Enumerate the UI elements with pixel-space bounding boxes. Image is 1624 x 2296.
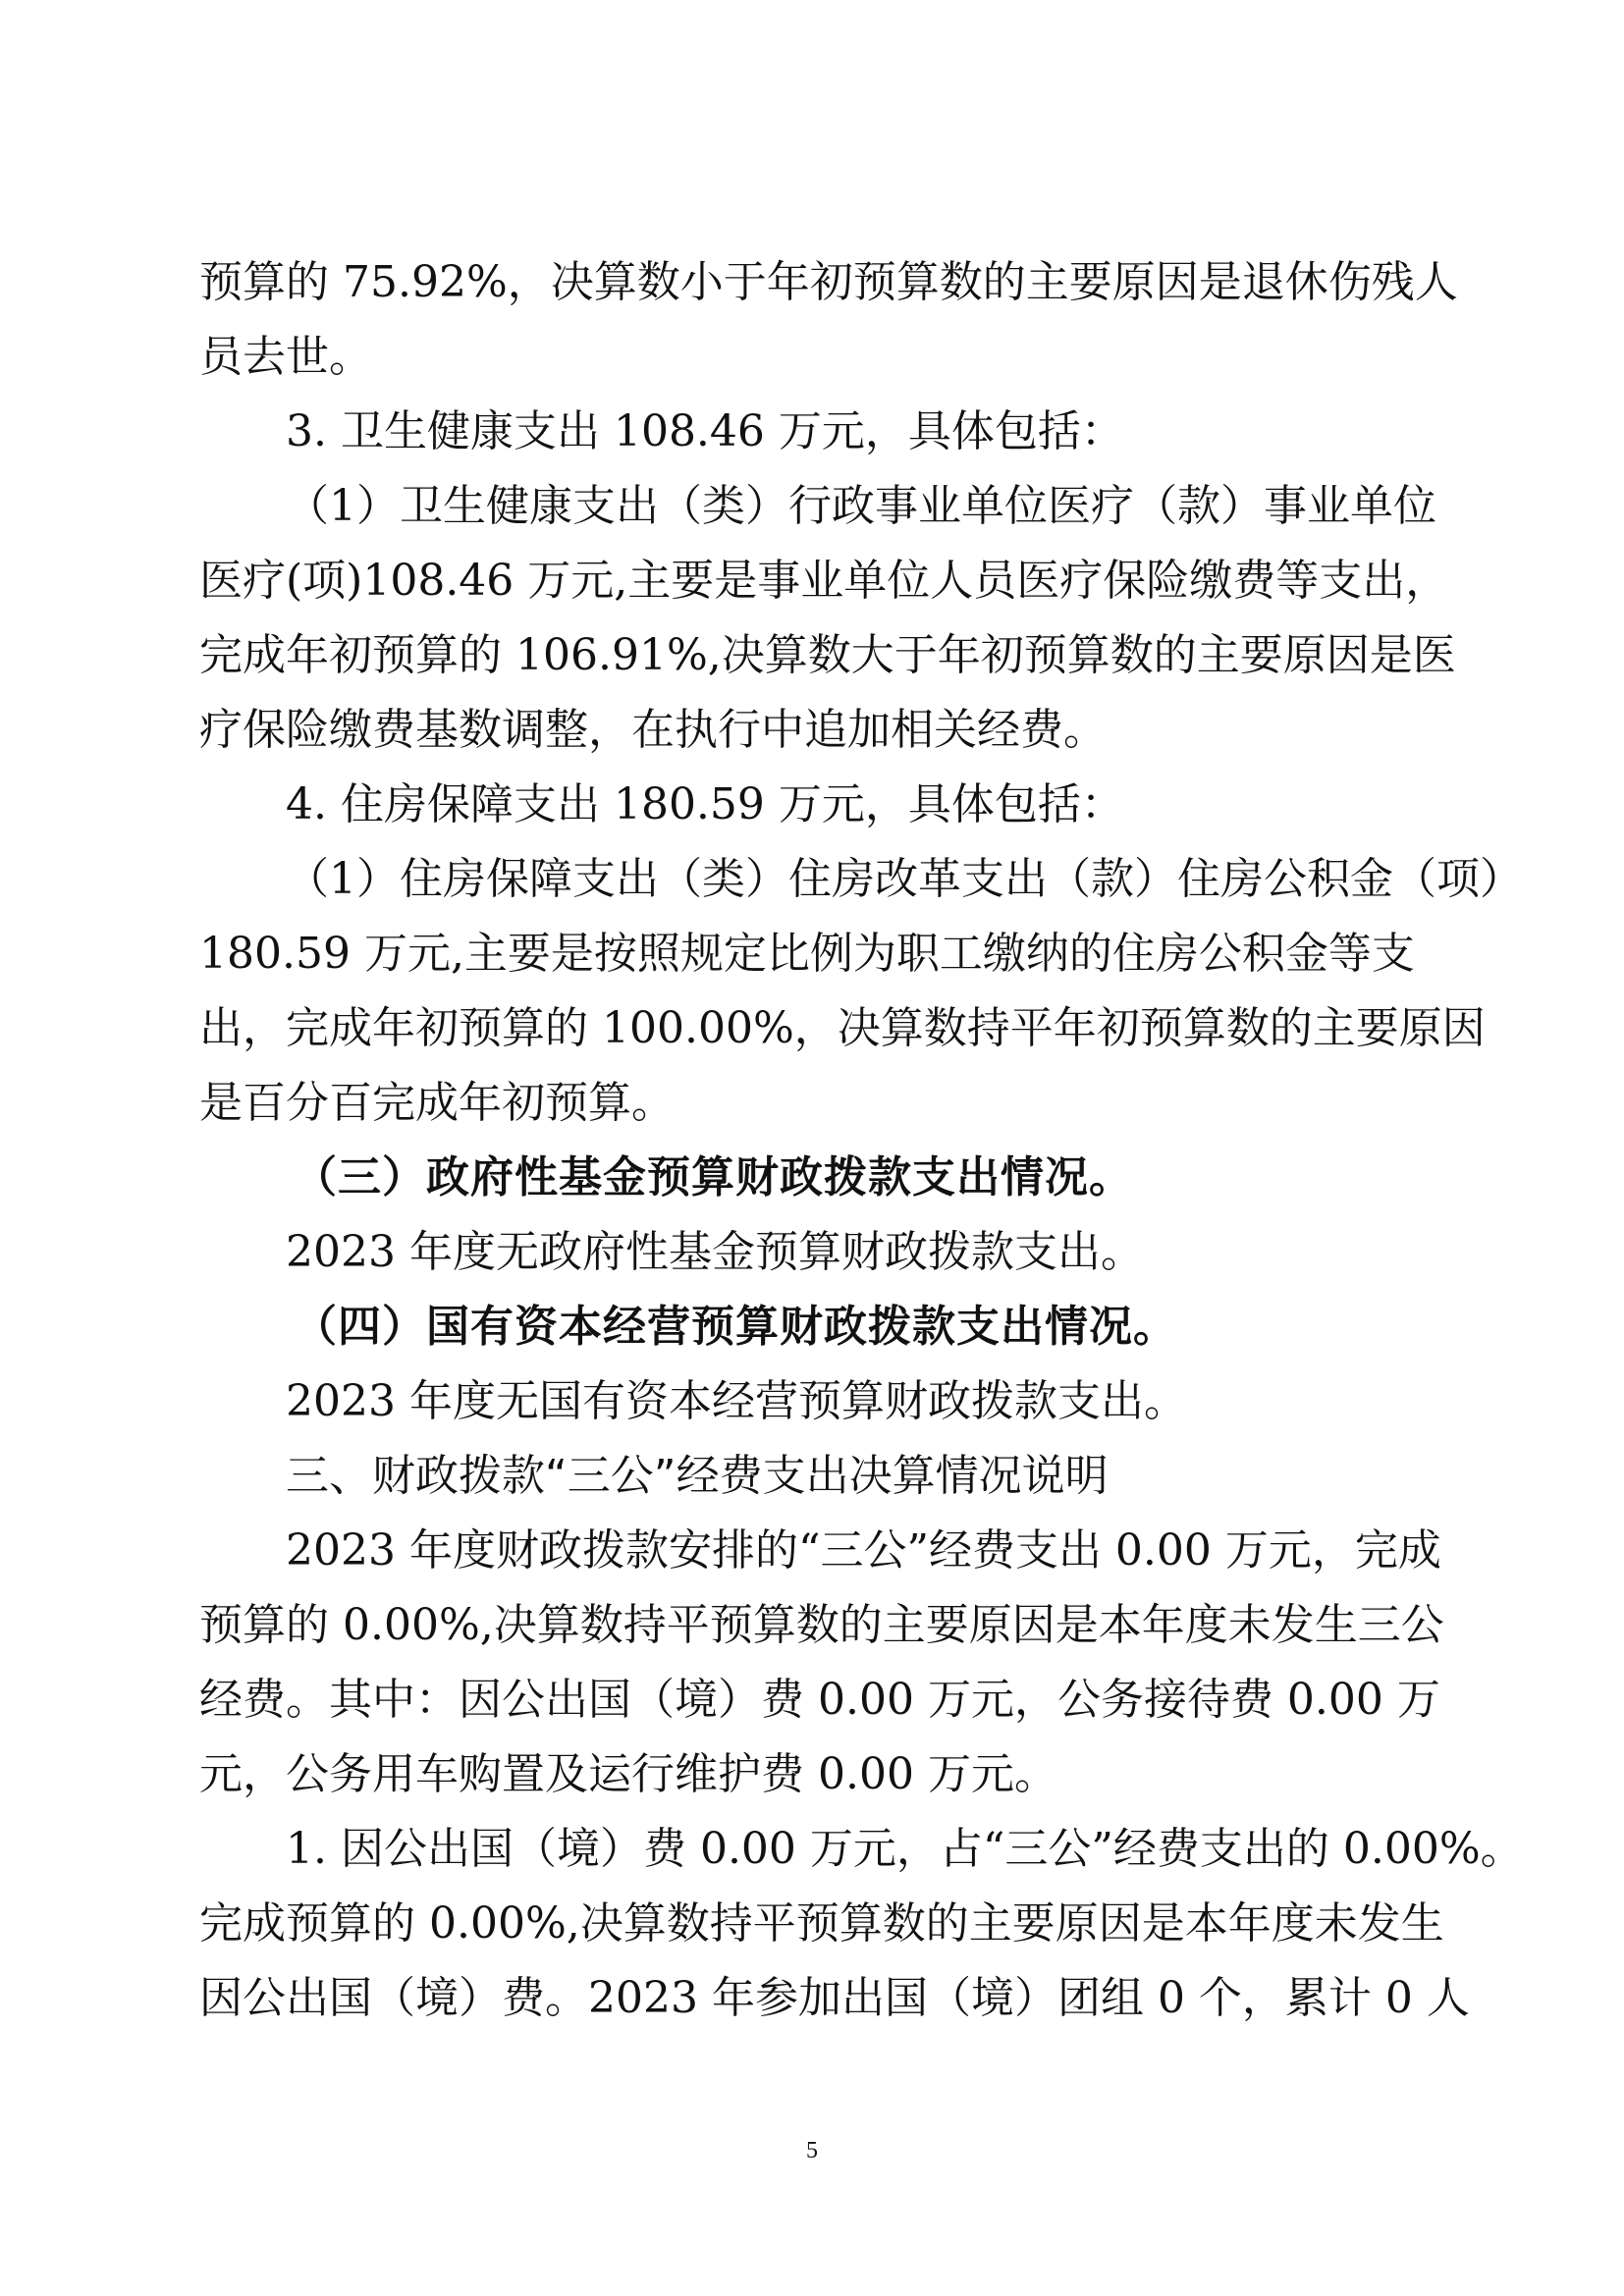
paragraph-line: 因公出国（境）费。2023 年参加出国（境）团组 0 个，累计 0 人 [199,1973,1470,2023]
paragraph-line: 预算的 0.00%,决算数持平预算数的主要原因是本年度未发生三公 [199,1600,1444,1650]
page-number: 5 [806,2138,818,2163]
section-item-heading: 4. 住房保障支出 180.59 万元，具体包括： [286,779,1124,829]
paragraph-line: 2023 年度无国有资本经营预算财政拨款支出。 [286,1376,1187,1426]
paragraph-line: 完成年初预算的 106.91%,决算数大于年初预算数的主要原因是医 [199,630,1456,680]
subsection-heading-3: （三）政府性基金预算财政拨款支出情况。 [294,1152,1133,1202]
paragraph-line: 医疗(项)108.46 万元,主要是事业单位人员医疗保险缴费等支出， [199,556,1449,606]
section-heading-three: 三、财政拨款“三公”经费支出决算情况说明 [286,1451,1109,1501]
paragraph-line: 是百分百完成年初预算。 [199,1078,675,1128]
paragraph-line: 疗保险缴费基数调整，在执行中追加相关经费。 [199,705,1107,755]
paragraph-line: 元，公务用车购置及运行维护费 0.00 万元。 [199,1749,1057,1799]
paragraph-line: 180.59 万元,主要是按照规定比例为职工缴纳的住房公积金等支 [199,929,1415,979]
paragraph-line: 预算的 75.92%，决算数小于年初预算数的主要原因是退休伤残人 [199,257,1458,307]
paragraph-line: 2023 年度无政府性基金预算财政拨款支出。 [286,1227,1144,1277]
paragraph-line: 1. 因公出国（境）费 0.00 万元，占“三公”经费支出的 0.00%。 [286,1824,1524,1874]
paragraph-line: 出，完成年初预算的 100.00%，决算数持平年初预算数的主要原因 [199,1003,1486,1053]
paragraph-line: 2023 年度财政拨款安排的“三公”经费支出 0.00 万元，完成 [286,1525,1441,1575]
section-item-heading: 3. 卫生健康支出 108.46 万元，具体包括： [286,406,1124,456]
paragraph-line: 完成预算的 0.00%,决算数持平预算数的主要原因是本年度未发生 [199,1898,1444,1949]
paragraph-line: （1）住房保障支出（类）住房改革支出（款）住房公积金（项） [286,854,1523,904]
paragraph-line: 经费。其中：因公出国（境）费 0.00 万元，公务接待费 0.00 万 [199,1675,1440,1725]
paragraph-line: （1）卫生健康支出（类）行政事业单位医疗（款）事业单位 [286,481,1436,531]
subsection-heading-4: （四）国有资本经营预算财政拨款支出情况。 [294,1302,1177,1352]
paragraph-line: 员去世。 [199,332,372,382]
